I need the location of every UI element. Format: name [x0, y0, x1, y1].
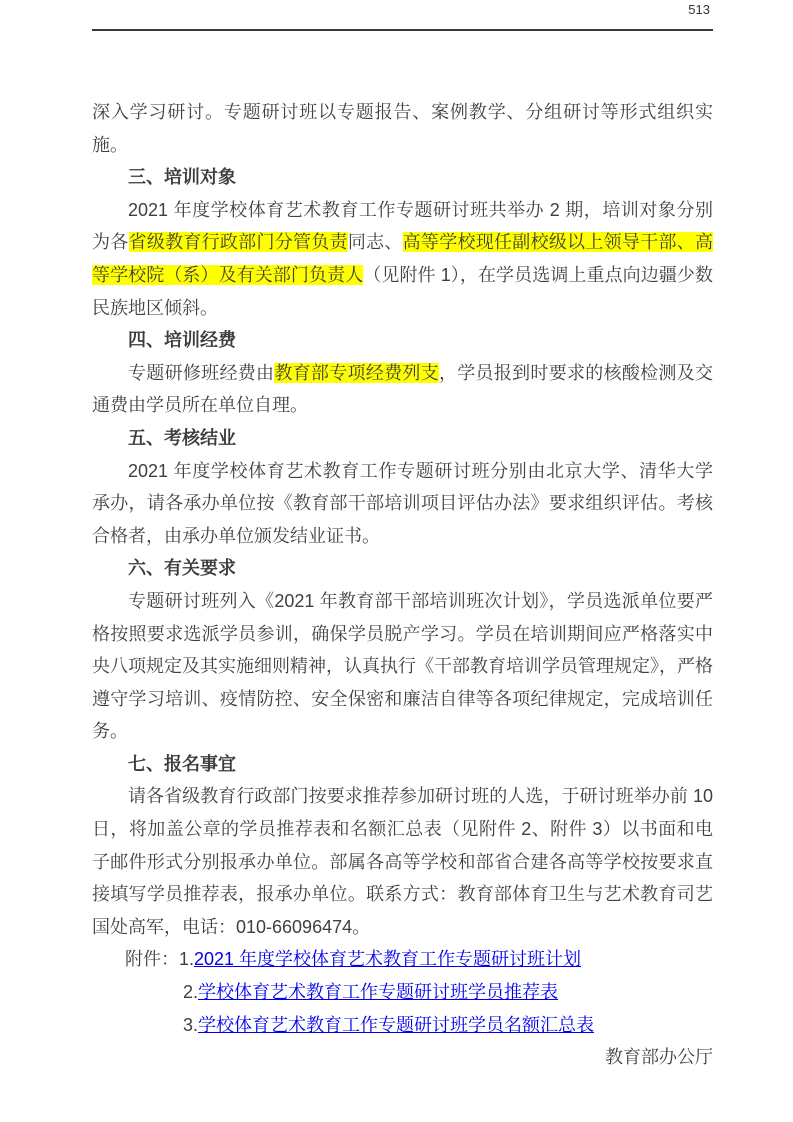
attachment-item	[92, 943, 713, 976]
document-content	[92, 96, 713, 1074]
attachment-number: 3.	[183, 1014, 199, 1035]
section-heading	[92, 748, 713, 781]
paragraph	[92, 455, 713, 553]
document-body	[92, 96, 713, 943]
text-segment: （见附件 1），在学员选调上重点向边疆少数民族地区倾斜。	[92, 264, 713, 318]
attachment-item	[92, 976, 713, 1009]
paragraph	[92, 585, 713, 748]
paragraph	[92, 780, 713, 943]
text-segment: 专题研修班经费由	[128, 362, 275, 383]
text-segment: 三、培训对象	[128, 167, 236, 188]
text-segment: 五、考核结业	[128, 427, 236, 448]
paragraph	[92, 194, 713, 324]
text-segment: 2021 年度学校体育艺术教育工作专题研讨班共举办 2 期，培训对象分别为各	[92, 199, 713, 253]
attachment-number: 2.	[183, 982, 199, 1003]
paragraph	[92, 357, 713, 422]
header-rule	[92, 29, 713, 31]
section-heading	[92, 324, 713, 357]
page-number: 513	[688, 2, 710, 17]
attachment-link[interactable]: 2021 年度学校体育艺术教育工作专题研讨班计划	[194, 949, 582, 970]
section-heading	[92, 422, 713, 455]
text-segment: 六、有关要求	[128, 558, 236, 579]
highlighted-text: 教育部专项经费列支	[274, 362, 439, 383]
attachments-list	[92, 943, 713, 1041]
text-segment: 四、培训经费	[128, 330, 236, 351]
attachment-link[interactable]: 学校体育艺术教育工作专题研讨班学员名额汇总表	[198, 1014, 595, 1035]
highlighted-text: 高等学校现任副校级以上领导干部、高等学校院（系）及有关部门负责人	[92, 232, 714, 285]
section-heading	[92, 552, 713, 585]
text-segment: ，学员报到时要求的核酸检测及交通费由学员所在单位自理。	[92, 362, 714, 416]
text-segment: 同志、	[347, 232, 403, 253]
section-heading	[92, 161, 713, 194]
text-segment: 深入学习研讨。专题研讨班以专题报告、案例教学、分组研讨等形式组织实施。	[92, 102, 713, 155]
attachment-item	[92, 1009, 713, 1042]
text-segment: 七、报名事宜	[128, 753, 236, 774]
attachments-label: 附件：	[125, 949, 179, 970]
paragraph	[92, 96, 713, 161]
text-segment: 请各省级教育行政部门按要求推荐参加研讨班的人选，于研讨班举办前 10 日，将加盖公章的学员推荐表和名额汇总表（见附件 2、附件 3）以书面和电子邮件形式分别报承办单位。部属各高等学校和部省合建各高等学校按要求直接填写学员推荐表，报承办单位。联系方式：教育部体育卫生与艺术教育司艺国处高军，电话：010-66096474。	[92, 786, 713, 937]
highlighted-text: 省级教育行政部门分管负责	[128, 232, 348, 253]
attachment-number: 1.	[179, 949, 195, 970]
signature: 教育部办公厅	[605, 1047, 713, 1068]
attachment-link[interactable]: 学校体育艺术教育工作专题研讨班学员推荐表	[198, 982, 559, 1003]
text-segment: 专题研讨班列入《2021 年教育部干部培训班次计划》，学员选派单位要严格按照要求选派学员参训，确保学员脱产学习。学员在培训期间应严格落实中央八项规定及其实施细则精神，认真执行《干部教育培训学员管理规定》，严格遵守学习培训、疫情防控、安全保密和廉洁自律等各项纪律规定，完成培训任务。	[92, 590, 713, 742]
text-segment: 2021 年度学校体育艺术教育工作专题研讨班分别由北京大学、清华大学承办，请各承办单位按《教育部干部培训项目评估办法》要求组织评估。考核合格者，由承办单位颁发结业证书。	[92, 460, 713, 546]
